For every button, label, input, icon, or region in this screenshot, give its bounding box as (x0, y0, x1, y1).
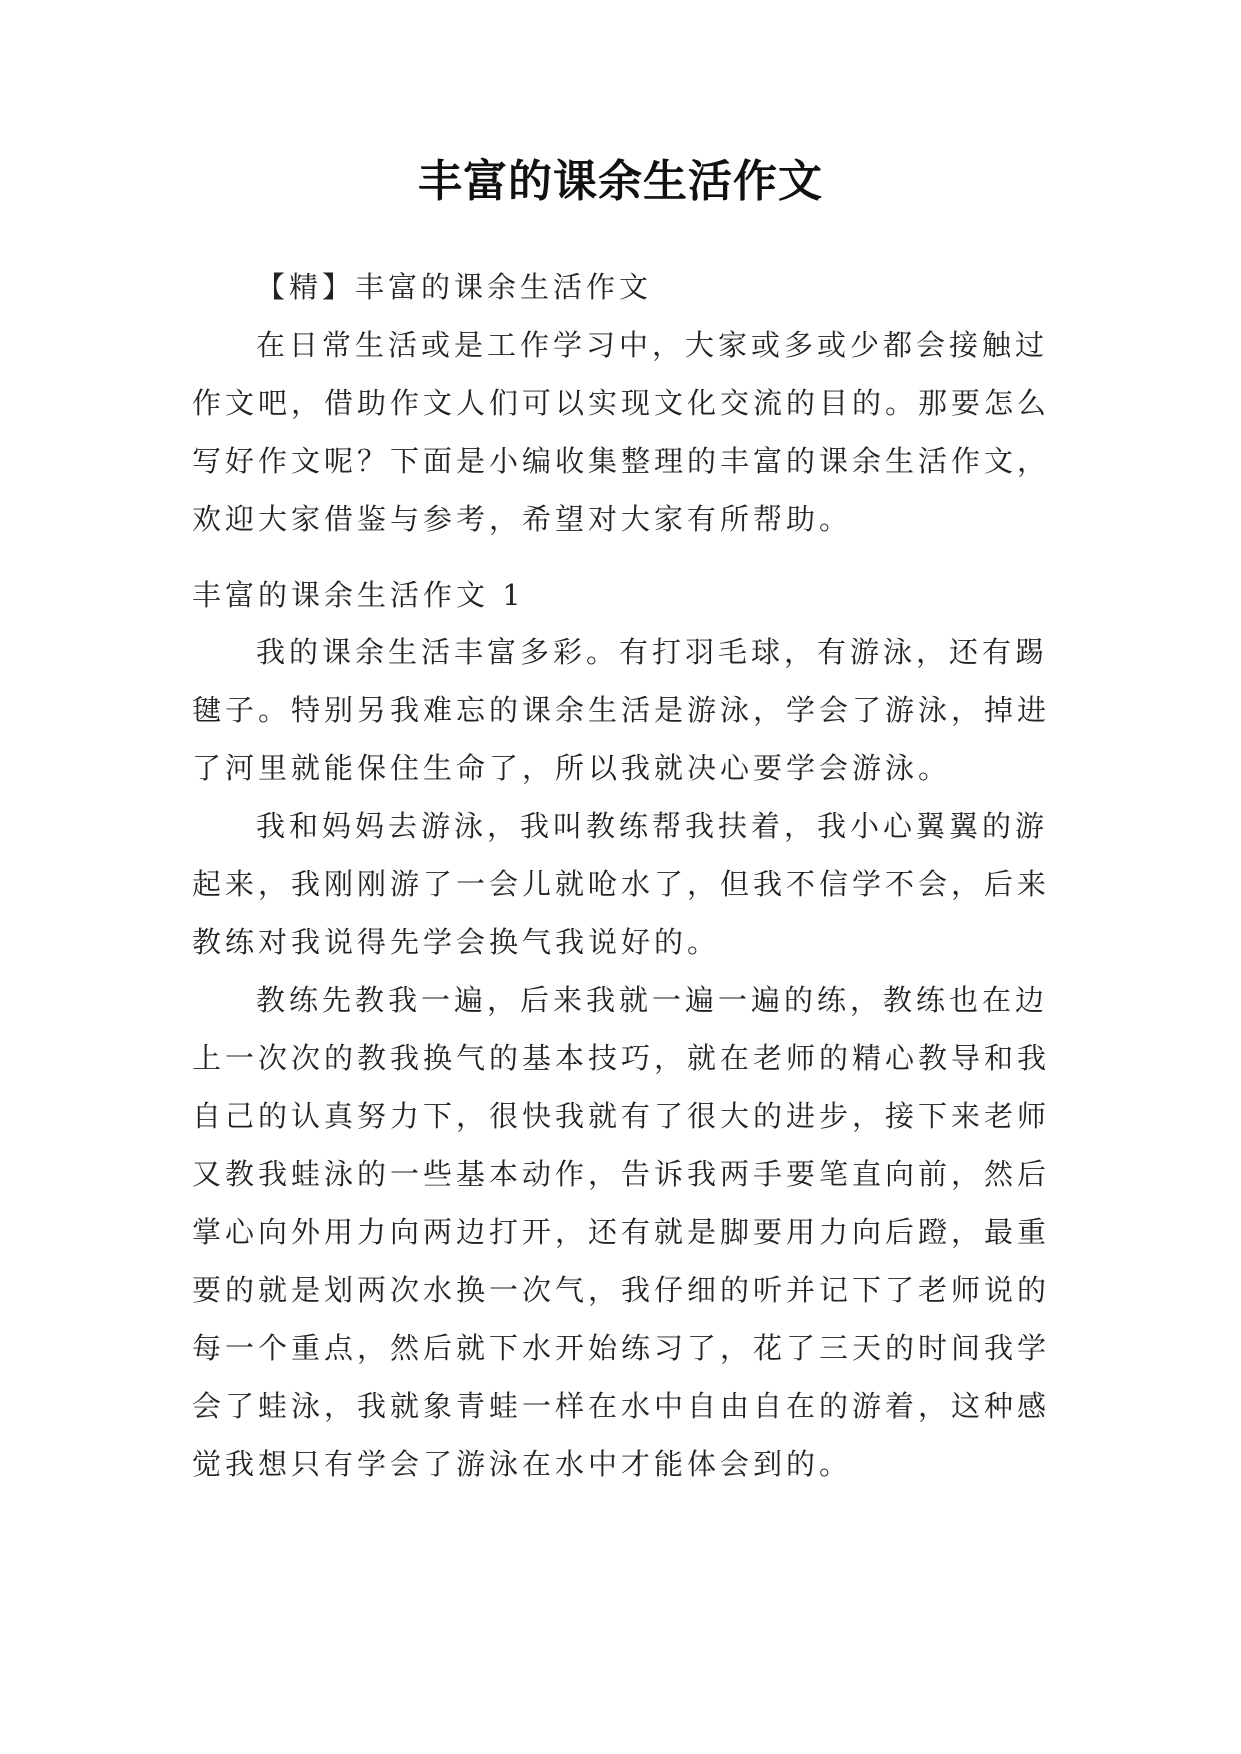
paragraph-line: 教练对我说得先学会换气我说好的。 (192, 925, 721, 959)
intro-line: 写好作文呢？下面是小编收集整理的丰富的课余生活作文， (192, 444, 1051, 478)
paragraph-line: 要的就是划两次水换一次气，我仔细的听并记下了老师说的 (192, 1273, 1051, 1307)
document-title: 丰富的课余生活作文 (418, 156, 823, 207)
paragraph-line: 觉我想只有学会了游泳在水中才能体会到的。 (192, 1447, 853, 1481)
section-heading: 丰富的课余生活作文 1 (192, 578, 525, 612)
intro-line: 在日常生活或是工作学习中，大家或多或少都会接触过 (256, 328, 1049, 362)
paragraph-line: 教练先教我一遍，后来我就一遍一遍的练，教练也在边 (256, 983, 1049, 1017)
paragraph-line: 每一个重点，然后就下水开始练习了，花了三天的时间我学 (192, 1331, 1051, 1365)
paragraph-line: 了河里就能保住生命了，所以我就决心要学会游泳。 (192, 751, 952, 785)
intro-line: 作文吧，借助作文人们可以实现文化交流的目的。那要怎么 (192, 386, 1051, 420)
paragraph-line: 我的课余生活丰富多彩。有打羽毛球，有游泳，还有踢 (256, 635, 1049, 669)
paragraph-line: 掌心向外用力向两边打开，还有就是脚要用力向后蹬，最重 (192, 1215, 1051, 1249)
paragraph-line: 会了蛙泳，我就象青蛙一样在水中自由自在的游着，这种感 (192, 1389, 1051, 1423)
intro-tagline: 【精】丰富的课余生活作文 (256, 270, 653, 304)
paragraph-line: 毽子。特别另我难忘的课余生活是游泳，学会了游泳，掉进 (192, 693, 1051, 727)
paragraph-line: 又教我蛙泳的一些基本动作，告诉我两手要笔直向前，然后 (192, 1157, 1051, 1191)
intro-block (192, 258, 1072, 548)
paragraph-line: 自己的认真努力下，很快我就有了很大的进步，接下来老师 (192, 1099, 1051, 1133)
paragraph-line: 我和妈妈去游泳，我叫教练帮我扶着，我小心翼翼的游 (256, 809, 1049, 843)
paragraph-line: 起来，我刚刚游了一会儿就呛水了，但我不信学不会，后来 (192, 867, 1051, 901)
intro-line: 欢迎大家借鉴与参考，希望对大家有所帮助。 (192, 502, 853, 536)
section-body (192, 623, 1072, 1493)
paragraph-line: 上一次次的教我换气的基本技巧，就在老师的精心教导和我 (192, 1041, 1051, 1075)
